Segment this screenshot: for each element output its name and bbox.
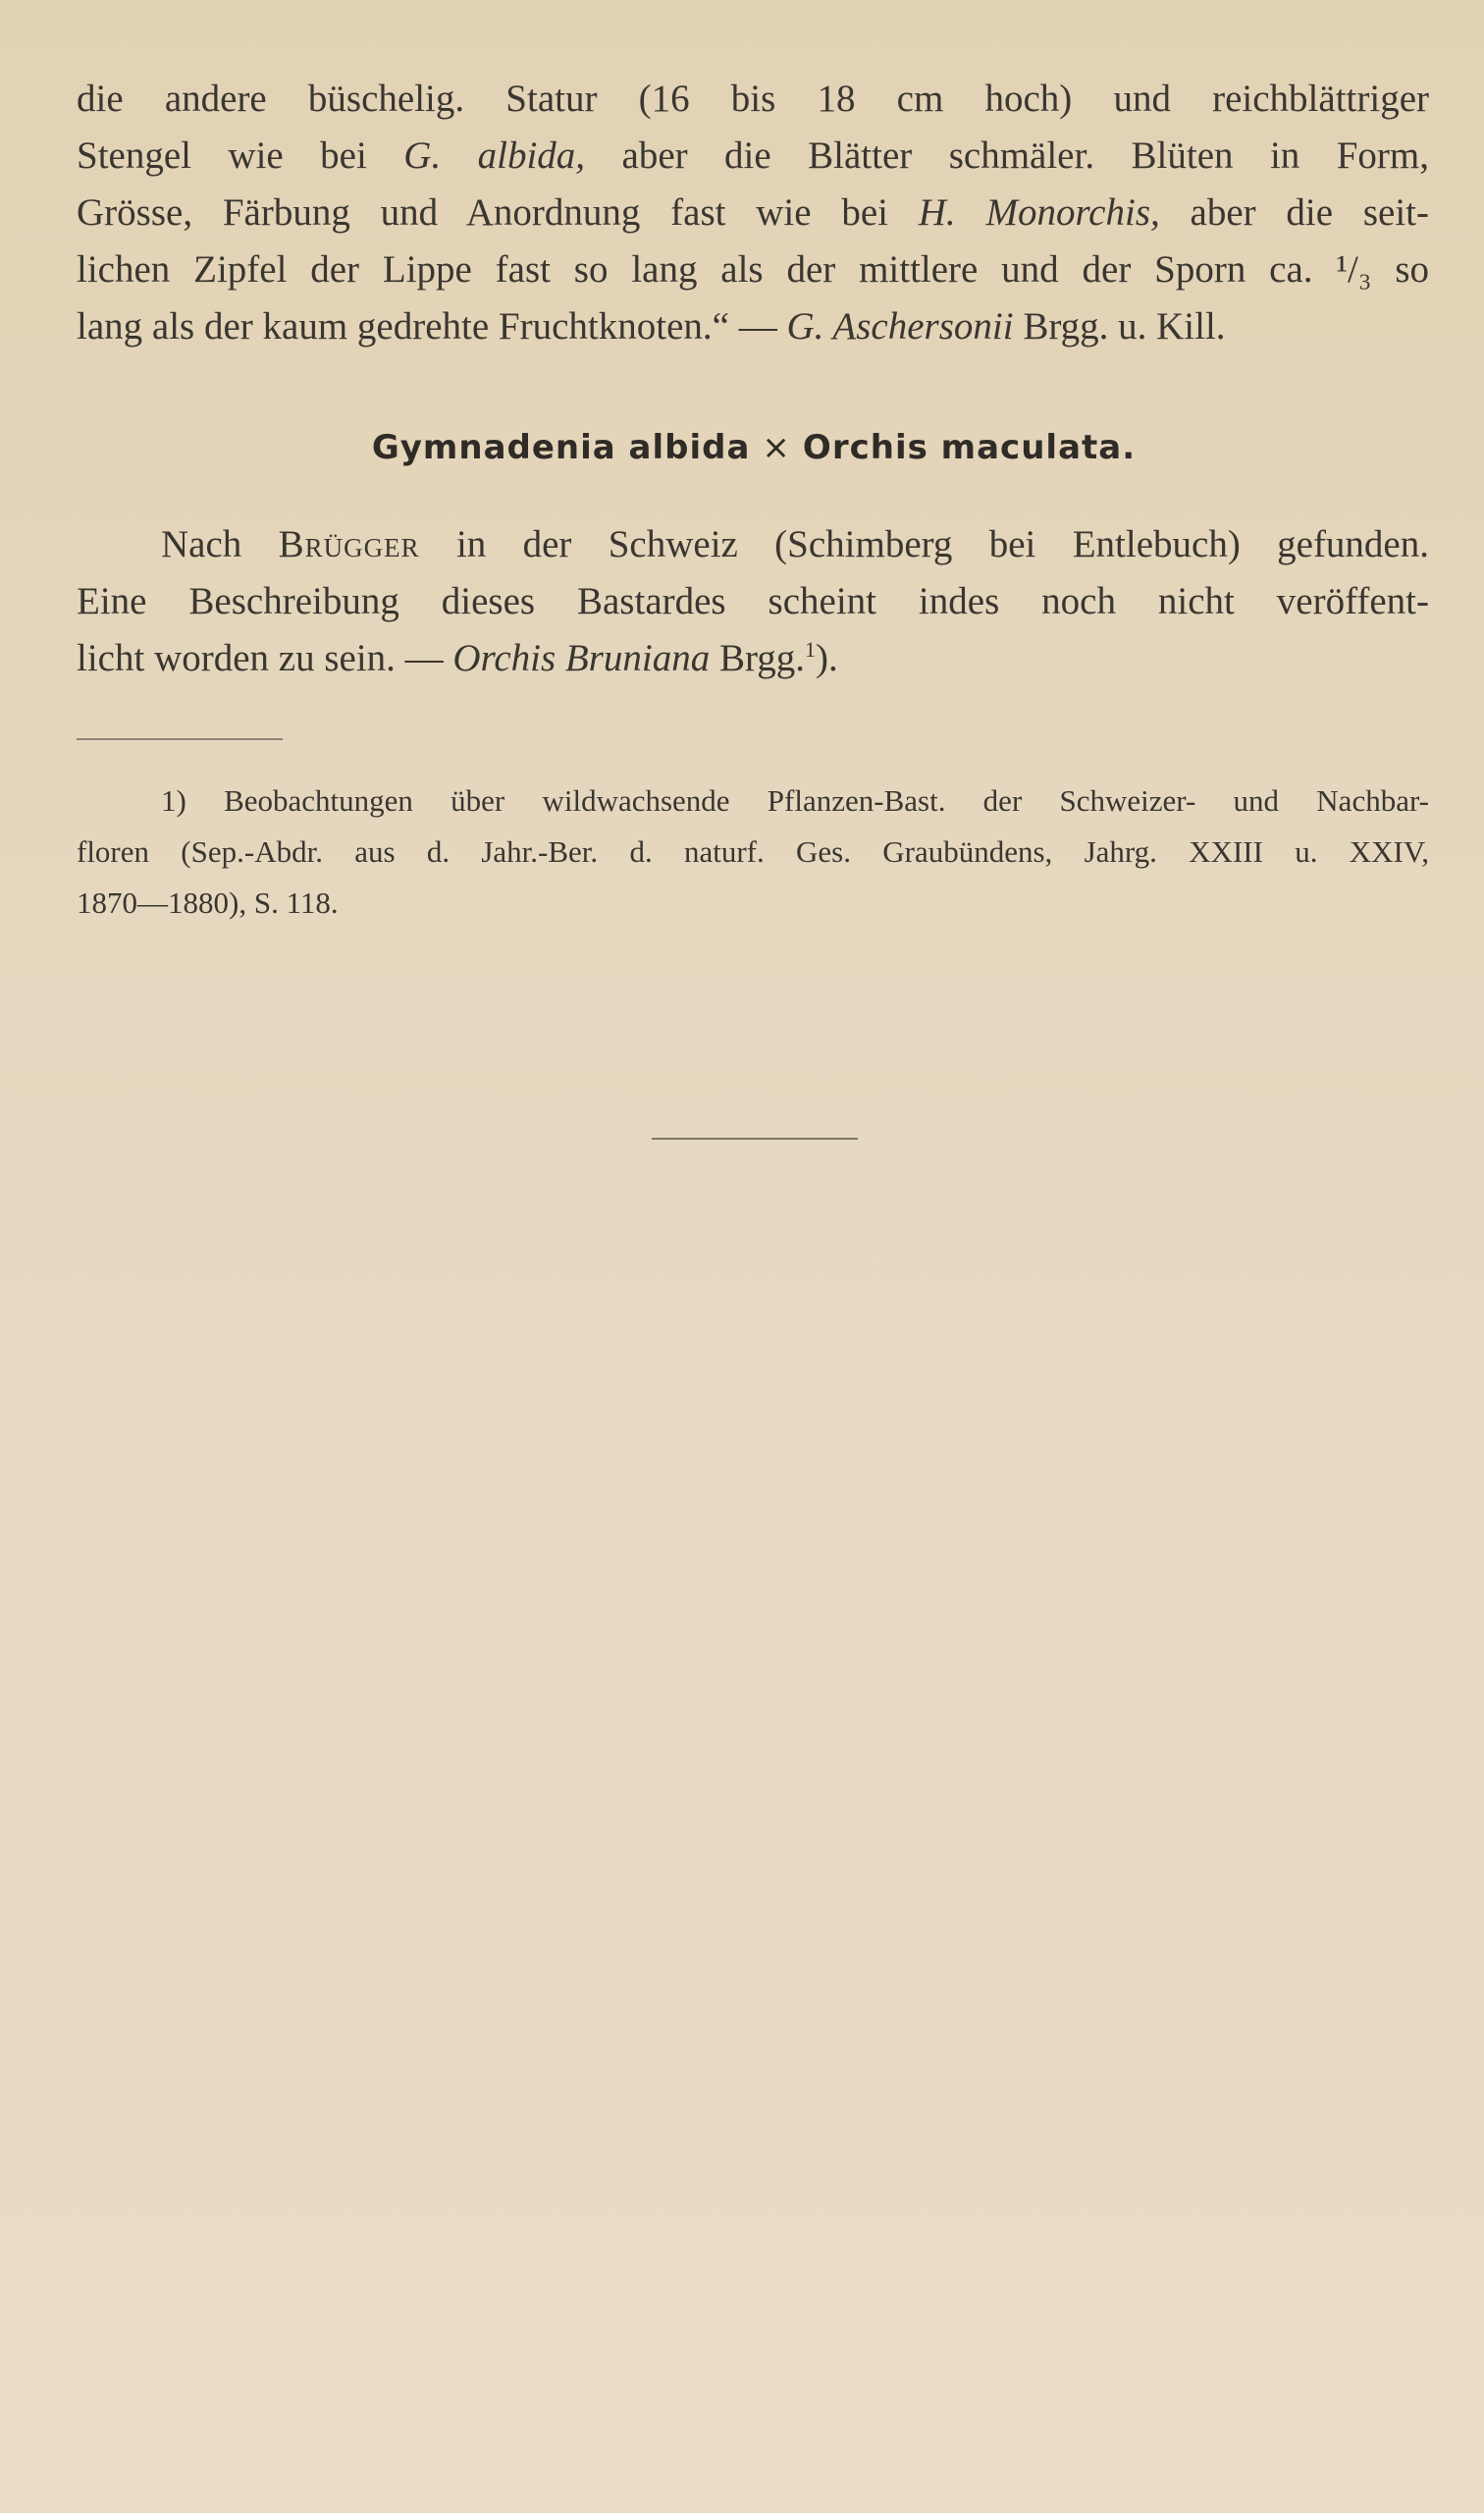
text: lichen Zipfel der Lippe fast so lang als der mittlere und der Sporn ca. xyxy=(77,248,1337,291)
text: Stengel wie bei xyxy=(77,134,404,177)
text: aber die seit- xyxy=(1159,191,1429,234)
hybrid-cross-symbol: × xyxy=(762,428,791,467)
text: 1870—1880), S. 118. xyxy=(77,885,339,920)
section-heading xyxy=(77,418,1431,477)
text: licht worden zu sein. — xyxy=(77,637,453,679)
paragraph-1-line-2 xyxy=(77,128,1429,185)
text: Eine Beschreibung dieses Bastardes scheint indes noch nicht veröffent- xyxy=(77,580,1429,622)
footnote-line-1 xyxy=(77,775,1429,827)
footnote-divider xyxy=(77,738,283,740)
paragraph-1-line-3 xyxy=(77,185,1429,241)
text: Brgg. xyxy=(710,637,806,679)
footnote xyxy=(77,775,1431,929)
paragraph-1-line-1 xyxy=(77,71,1429,128)
text: Brgg. u. Kill. xyxy=(1013,305,1226,348)
text: Nach xyxy=(161,523,279,565)
paragraph-2-line-2 xyxy=(77,573,1429,630)
text: lang als der kaum gedrehte Fruchtknoten.“ — xyxy=(77,305,787,348)
species-name: H. Monorchis, xyxy=(918,191,1160,234)
end-divider xyxy=(652,1138,858,1140)
paragraph-1-line-5 xyxy=(77,298,1429,355)
footnote-marker: 1 xyxy=(805,637,817,662)
text: Grösse, Färbung und Anordnung fast wie bei xyxy=(77,191,919,234)
paragraph-2-line-3 xyxy=(77,630,1429,687)
text: 1) Beobachtungen über wildwachsende Pflanzen-Bast. der Schweizer- und Nachbar- xyxy=(161,783,1429,818)
paragraph-1-line-4 xyxy=(77,241,1429,298)
fraction: ¹/₃ xyxy=(1336,248,1372,291)
text: ). xyxy=(816,637,838,679)
species-name: G. Aschersonii xyxy=(786,305,1014,348)
species-name: G. albida, xyxy=(403,134,586,177)
text: in der Schweiz (Schimberg bei Entlebuch) gefunden. xyxy=(419,523,1429,565)
paragraph-2-line-1 xyxy=(77,516,1429,573)
species-name: Orchis Bruniana xyxy=(452,637,711,679)
text: aber die Blätter schmäler. Blüten in Form, xyxy=(585,134,1429,177)
text: so xyxy=(1371,248,1429,291)
footnote-line-2 xyxy=(77,827,1429,878)
page-text xyxy=(77,71,1431,929)
author-name: Brügger xyxy=(278,523,420,565)
text: die andere büschelig. Statur (16 bis 18 cm hoch) und reichblättriger xyxy=(77,78,1429,120)
heading-right: Orchis maculata. xyxy=(802,428,1137,467)
paragraph-2 xyxy=(77,516,1431,687)
footnote-line-3 xyxy=(77,878,1429,929)
text: floren (Sep.-Abdr. aus d. Jahr.-Ber. d. naturf. Ges. Graubündens, Jahrg. XXIII u. XXIV, xyxy=(77,834,1429,869)
heading-left: Gymnadenia albida xyxy=(371,428,751,467)
paragraph-1 xyxy=(77,71,1431,355)
